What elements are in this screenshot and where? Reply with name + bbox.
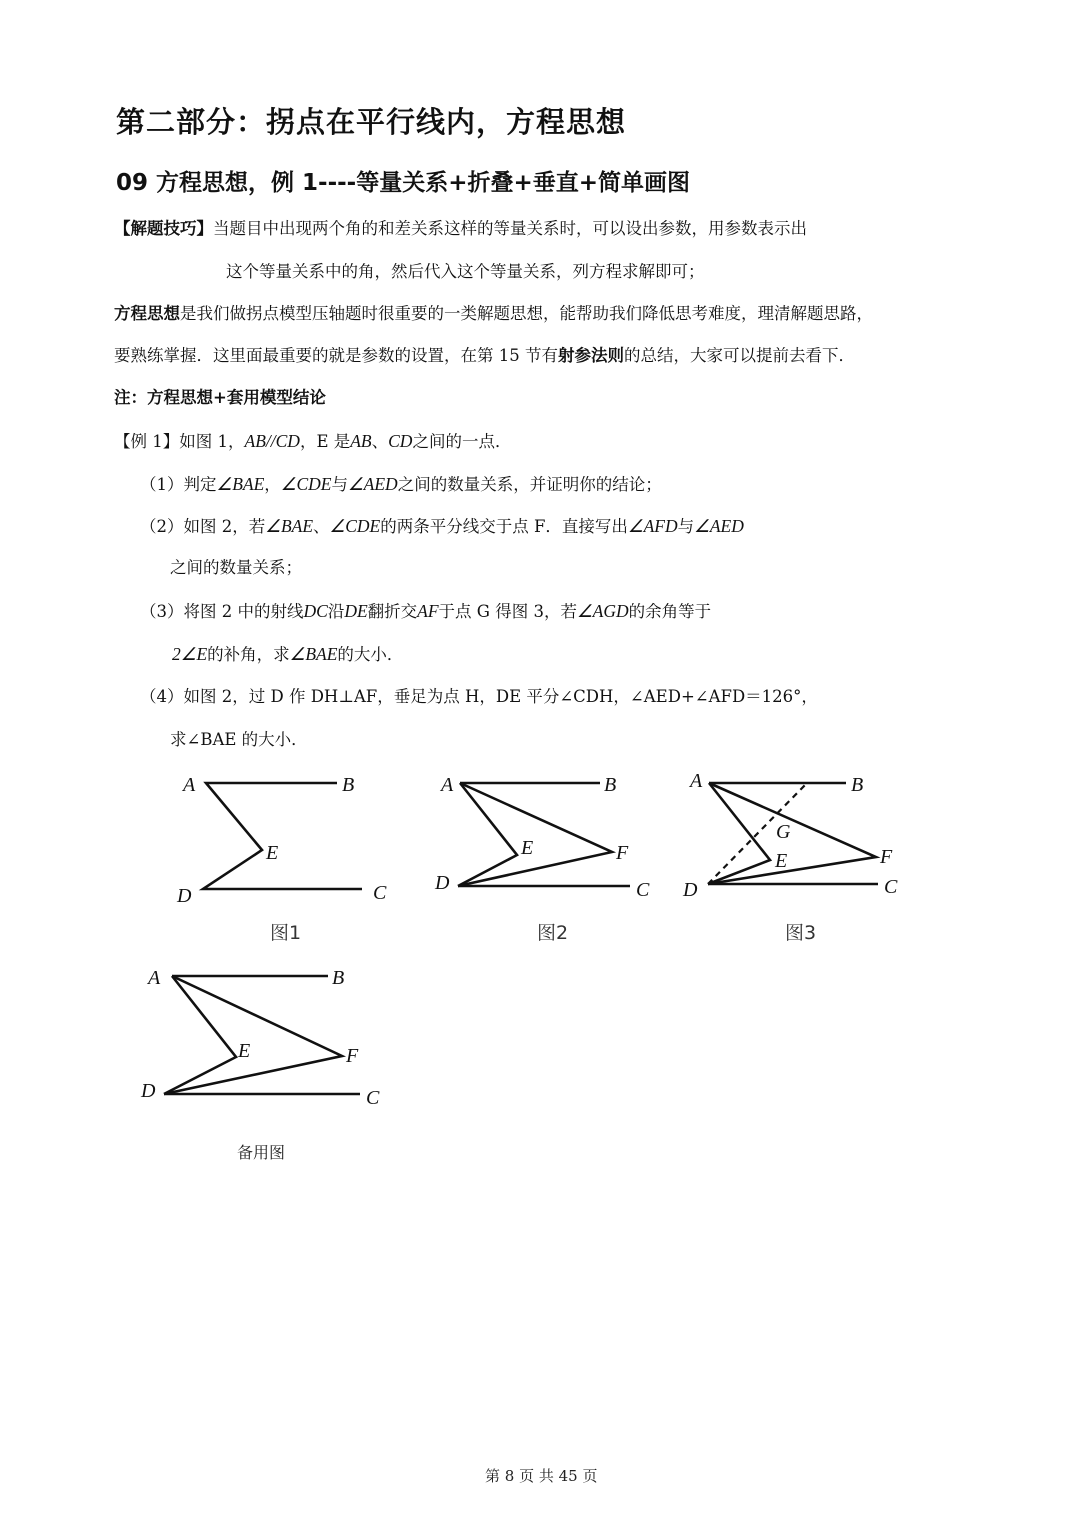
q1-text-b: 与 <box>331 475 348 494</box>
figure-2-caption: 图2 <box>537 922 569 944</box>
example-text-a: 【例 1】如图 1， <box>114 432 245 451</box>
fig4-label-e: E <box>238 1040 251 1062</box>
example-text-d: 之间的一点． <box>412 432 512 451</box>
fig2-line-aed <box>458 783 517 886</box>
fig3-label-c: C <box>884 876 898 898</box>
q3-angle-1: ∠AGD <box>576 601 629 621</box>
q3-de: DE <box>344 601 368 621</box>
fig1-label-a: A <box>183 774 196 796</box>
q3-text-b: 沿 <box>327 602 345 621</box>
fig1-lines <box>203 783 362 889</box>
q1-angle-2: ∠CDE <box>280 474 332 494</box>
method-bold-lead: 方程思想 <box>114 304 180 323</box>
fig2-label-c: C <box>636 879 650 901</box>
q3-text-d: 于点 G 得图 3，若 <box>438 602 577 621</box>
fig4-line-aed <box>164 976 236 1094</box>
q1-text-a: （1）判定 <box>140 475 217 494</box>
example-text-c: 、 <box>371 432 389 451</box>
example-cd-2: CD <box>388 431 413 451</box>
example-cd: CD <box>275 431 300 451</box>
q3-angle-3: ∠BAE <box>289 644 338 664</box>
subsection-heading: 09 方程思想，例 1----等量关系+折叠+垂直+简单画图 <box>116 170 691 196</box>
q2-angle-4: ∠AED <box>694 516 744 536</box>
method-text-2a: 要熟练掌握．这里面最重要的就是参数的设置，在第 15 节有 <box>114 346 558 365</box>
q2-text-a: （2）如图 2，若 <box>140 517 266 536</box>
q2-angle-3: ∠AFD <box>627 516 678 536</box>
method-text-1: 是我们做拐点模型压轴题时很重要的一类解题思想，能帮助我们降低思考难度，理清解题思路， <box>180 304 873 323</box>
fig3-label-g: G <box>776 821 791 843</box>
method-bold-term: 射参法则 <box>558 346 624 365</box>
q3-af: AF <box>417 601 439 621</box>
q3-dc: DC <box>303 601 328 621</box>
example-ab: AB <box>244 431 266 451</box>
q2-text-b: 的两条平分线交于点 F．直接写出 <box>380 517 628 536</box>
q3-text-a: （3）将图 2 中的射线 <box>140 602 304 621</box>
q2-text-c: 与 <box>677 517 695 536</box>
fig1-label-e: E <box>266 842 279 864</box>
fig4-label-f: F <box>346 1045 359 1067</box>
fig3-line-aed <box>708 783 770 884</box>
figure-2 <box>434 774 650 901</box>
fig3-label-a: A <box>690 770 703 792</box>
page-footer: 第 8 页 共 45 页 <box>485 1467 598 1485</box>
q2-angle-2: ∠CDE <box>329 516 381 536</box>
section-heading: 第二部分：拐点在平行线内，方程思想 <box>116 105 627 139</box>
fig2-label-e: E <box>521 837 534 859</box>
fig2-label-a: A <box>441 774 454 796</box>
figure-4-caption: 备用图 <box>237 1143 286 1162</box>
q1-angle-3: ∠AED <box>347 474 398 494</box>
q1-angle-1: ∠BAE <box>216 474 265 494</box>
fig4-label-b: B <box>332 967 345 989</box>
figure-1-caption: 图1 <box>270 922 302 944</box>
q3-angle-2: ∠E <box>180 644 208 664</box>
fig3-dashed-line <box>708 783 807 884</box>
question-4: （4）如图 2，过 D 作 DH⊥AF，垂足为点 H，DE 平分∠CDH，∠AED+∠AFD＝126°， <box>140 687 818 706</box>
q3-text-e: 的余角等于 <box>628 602 712 621</box>
q3-text-l2c: 的大小． <box>337 645 404 664</box>
fig2-label-d: D <box>435 872 450 894</box>
figure-3 <box>682 770 898 901</box>
method-text-2b: 的总结，大家可以提前去看下． <box>624 346 855 365</box>
fig3-label-b: B <box>851 774 864 796</box>
example-ab-2: AB <box>350 431 372 451</box>
fig2-label-f: F <box>616 842 629 864</box>
q3-text-c: 翻折交 <box>367 602 418 621</box>
tip-line-2: 这个等量关系中的角，然后代入这个等量关系，列方程求解即可； <box>226 262 705 281</box>
fig4-label-c: C <box>366 1087 380 1109</box>
figure-4 <box>140 967 380 1109</box>
question-2-line-2: 之间的数量关系； <box>170 558 302 577</box>
tip-label: 【解题技巧】 <box>114 219 213 238</box>
tip-text-1: 当题目中出现两个角的和差关系这样的等量关系时，可以设出参数，用参数表示出 <box>213 219 807 238</box>
fig1-label-b: B <box>342 774 355 796</box>
q1-text-c: 之间的数量关系，并证明你的结论； <box>397 475 662 494</box>
note: 注：方程思想+套用模型结论 <box>114 388 326 407</box>
fig1-label-d: D <box>177 885 192 907</box>
q2-angle-1: ∠BAE <box>265 516 314 536</box>
q3-text-l2b: 的补角，求 <box>207 645 290 664</box>
fig3-label-f: F <box>880 846 893 868</box>
fig1-label-c: C <box>373 882 387 904</box>
example-parallel: // <box>265 431 276 451</box>
fig2-line-afd <box>458 783 612 886</box>
fig3-label-d: D <box>683 879 698 901</box>
fig4-line-afd <box>164 976 342 1094</box>
fig4-label-a: A <box>148 967 161 989</box>
q2-sep: 、 <box>313 517 330 536</box>
q3-two: 2 <box>172 644 181 664</box>
fig2-label-b: B <box>604 774 617 796</box>
fig3-line-afd <box>708 783 876 884</box>
figure-3-caption: 图3 <box>785 922 817 944</box>
question-4-line-2: 求∠BAE 的大小． <box>170 730 308 749</box>
fig4-label-d: D <box>141 1080 156 1102</box>
example-text-b: ，E 是 <box>299 432 351 451</box>
figure-1 <box>176 774 387 907</box>
q1-sep: ， <box>264 475 281 494</box>
fig3-label-e: E <box>775 850 788 872</box>
